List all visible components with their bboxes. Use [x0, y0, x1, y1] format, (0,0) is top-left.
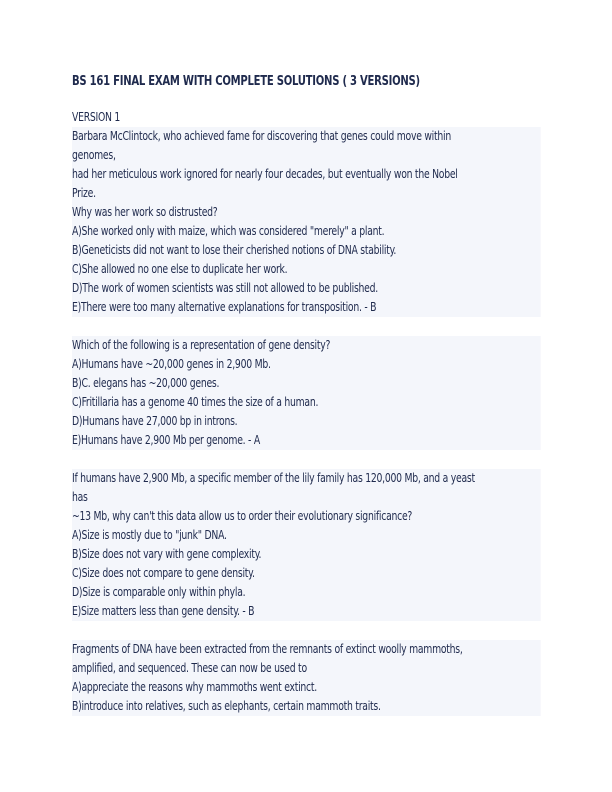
question-2-option-e: E)Humans have 2,900 Mb per genome. - A [72, 431, 541, 450]
question-3-option-d: D)Size is comparable only within phyla. [72, 583, 541, 602]
question-1-text-line-4: Prize. [72, 184, 541, 203]
question-4-text-line-1: Fragments of DNA have been extracted from the remnants of extinct woolly mammoths, [72, 640, 541, 659]
paragraph-gap [72, 450, 542, 469]
question-1-option-a: A)She worked only with maize, which was considered "merely" a plant. [72, 222, 541, 241]
question-4 [72, 640, 542, 716]
question-1-option-b: B)Geneticists did not want to lose their cherished notions of DNA stability. [72, 241, 541, 260]
question-1-text-line-3: had her meticulous work ignored for nearly four decades, but eventually won the Nobel [72, 165, 541, 184]
question-3-text-line-3: ~13 Mb, why can't this data allow us to order their evolutionary significance? [72, 507, 541, 526]
question-2-option-c: C)Fritillaria has a genome 40 times the size of a human. [72, 393, 541, 412]
question-4-text-line-2: amplified, and sequenced. These can now be used to [72, 659, 541, 678]
question-3 [72, 469, 542, 621]
question-1-option-d: D)The work of women scientists was still not allowed to be published. [72, 279, 541, 298]
question-1-text-line-2: genomes, [72, 146, 541, 165]
question-1-text-line-5: Why was her work so distrusted? [72, 203, 541, 222]
paragraph-gap [72, 317, 542, 336]
question-3-option-a: A)Size is mostly due to "junk" DNA. [72, 526, 541, 545]
question-3-text-line-2: has [72, 488, 541, 507]
document-page [72, 72, 542, 716]
question-1-option-e: E)There were too many alternative explanations for transposition. - B [72, 298, 541, 317]
question-3-option-e: E)Size matters less than gene density. - B [72, 602, 541, 621]
question-2 [72, 336, 542, 450]
question-2-text-line-1: Which of the following is a representation of gene density? [72, 336, 541, 355]
question-2-option-a: A)Humans have ~20,000 genes in 2,900 Mb. [72, 355, 541, 374]
question-3-text-line-1: If humans have 2,900 Mb, a specific member of the lily family has 120,000 Mb, and a yeast [72, 469, 541, 488]
question-1-text-line-1: Barbara McClintock, who achieved fame for discovering that genes could move within [72, 127, 541, 146]
paragraph-gap [72, 621, 542, 640]
question-2-option-b: B)C. elegans has ~20,000 genes. [72, 374, 541, 393]
question-4-option-a: A)appreciate the reasons why mammoths went extinct. [72, 678, 541, 697]
question-3-option-c: C)Size does not compare to gene density. [72, 564, 541, 583]
question-1 [72, 127, 542, 317]
document-title: BS 161 FINAL EXAM WITH COMPLETE SOLUTIONS ( 3 VERSIONS) [72, 74, 420, 89]
question-2-option-d: D)Humans have 27,000 bp in introns. [72, 412, 541, 431]
question-1-option-c: C)She allowed no one else to duplicate her work. [72, 260, 541, 279]
question-3-option-b: B)Size does not vary with gene complexity. [72, 545, 541, 564]
question-4-option-b: B)introduce into relatives, such as elephants, certain mammoth traits. [72, 697, 541, 716]
version-heading: VERSION 1 [72, 110, 121, 124]
